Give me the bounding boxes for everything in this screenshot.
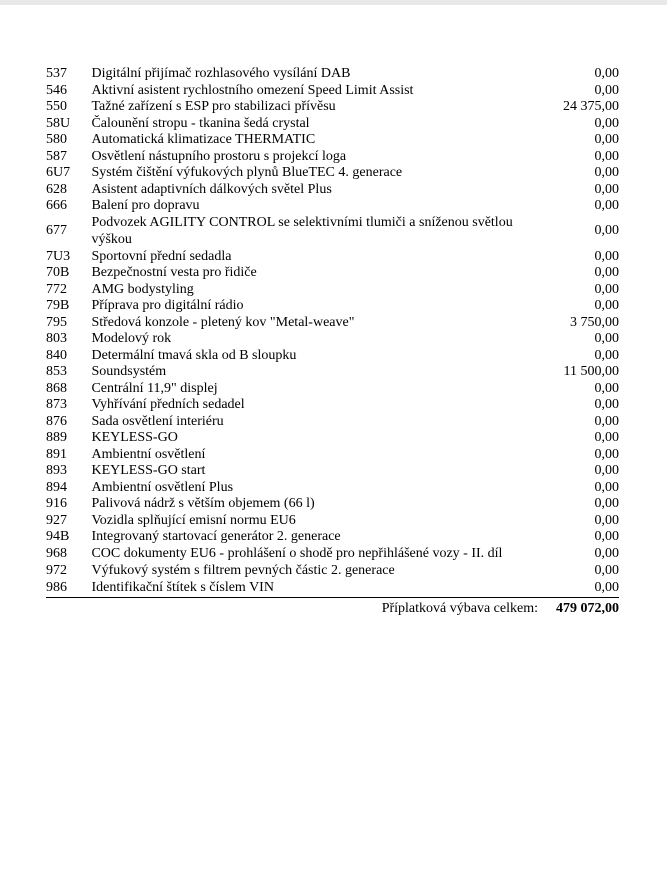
item-price: 3 750,00 bbox=[570, 314, 619, 330]
item-description: Čalounění stropu - tkanina šedá crystal bbox=[91, 115, 310, 131]
item-code: 894 bbox=[46, 479, 67, 495]
item-description: Asistent adaptivních dálkových světel Plus bbox=[91, 181, 332, 197]
item-code: 628 bbox=[46, 181, 67, 197]
table-row bbox=[46, 381, 619, 398]
item-code: 546 bbox=[46, 82, 67, 98]
item-description: Balení pro dopravu bbox=[91, 198, 200, 213]
item-description: Soundsystém bbox=[91, 364, 167, 379]
item-price: 0,00 bbox=[594, 281, 619, 297]
item-description: Digitální přijímač rozhlasového vysílání DAB bbox=[91, 66, 351, 81]
item-description: Integrovaný startovací generátor 2. generace bbox=[91, 529, 341, 544]
item-code: 986 bbox=[46, 579, 67, 595]
item-price: 0,00 bbox=[594, 132, 619, 147]
table-row bbox=[46, 282, 619, 299]
item-code: 873 bbox=[46, 397, 67, 412]
item-description: Determální tmavá skla od B sloupku bbox=[91, 347, 297, 363]
table-row bbox=[46, 563, 619, 580]
table-row bbox=[46, 580, 619, 597]
item-price: 24 375,00 bbox=[563, 99, 619, 114]
item-price: 0,00 bbox=[594, 579, 619, 595]
table-row bbox=[46, 116, 619, 133]
item-description: Příprava pro digitální rádio bbox=[91, 298, 244, 313]
item-price: 0,00 bbox=[594, 165, 619, 180]
table-row bbox=[46, 149, 619, 166]
item-description: Modelový rok bbox=[91, 331, 172, 346]
item-description: Podvozek AGILITY CONTROL se selektivními tlumiči a sníženou světlou výškou bbox=[91, 215, 513, 247]
table-row bbox=[46, 331, 619, 348]
item-description: Sada osvětlení interiéru bbox=[91, 413, 224, 429]
table-row bbox=[46, 66, 619, 83]
item-price: 0,00 bbox=[594, 380, 619, 396]
table-row bbox=[46, 249, 619, 266]
item-description: Centrální 11,9" displej bbox=[91, 380, 218, 396]
item-description: Ambientní osvětlení bbox=[91, 446, 206, 462]
item-code: 876 bbox=[46, 413, 67, 429]
item-price: 0,00 bbox=[594, 512, 619, 528]
item-description: Výfukový systém s filtrem pevných částic 2. generace bbox=[91, 563, 395, 578]
item-price: 0,00 bbox=[594, 563, 619, 578]
item-code: 70B bbox=[46, 265, 70, 280]
table-row bbox=[46, 99, 619, 116]
total-row bbox=[46, 601, 619, 617]
table-row bbox=[46, 414, 619, 431]
item-description: Aktivní asistent rychlostního omezení Speed Limit Assist bbox=[91, 82, 414, 98]
item-price: 11 500,00 bbox=[563, 364, 619, 379]
table-row bbox=[46, 265, 619, 282]
table-row bbox=[46, 165, 619, 182]
item-price: 0,00 bbox=[594, 82, 619, 98]
table-row bbox=[46, 198, 619, 215]
item-price: 0,00 bbox=[594, 529, 619, 544]
item-code: 916 bbox=[46, 496, 67, 511]
item-code: 587 bbox=[46, 148, 67, 164]
item-code: 803 bbox=[46, 331, 67, 346]
item-description: KEYLESS-GO bbox=[91, 430, 178, 445]
item-price: 0,00 bbox=[594, 265, 619, 280]
item-description: Vyhřívání předních sedadel bbox=[91, 397, 245, 412]
viewer-top-bar bbox=[0, 0, 667, 5]
item-description: Automatická klimatizace THERMATIC bbox=[91, 132, 316, 147]
item-code: 6U7 bbox=[46, 165, 71, 180]
item-code: 666 bbox=[46, 198, 67, 213]
item-price: 0,00 bbox=[594, 430, 619, 445]
table-row bbox=[46, 315, 619, 332]
equipment-table bbox=[46, 66, 619, 596]
item-code: 868 bbox=[46, 380, 67, 396]
item-price: 0,00 bbox=[594, 331, 619, 346]
table-row bbox=[46, 513, 619, 530]
item-code: 677 bbox=[46, 223, 67, 239]
item-price: 0,00 bbox=[594, 298, 619, 313]
item-description: COC dokumenty EU6 - prohlášení o shodě pro nepřihlášené vozy - II. díl bbox=[91, 546, 503, 561]
item-price: 0,00 bbox=[594, 496, 619, 511]
item-description: Palivová nádrž s větším objemem (66 l) bbox=[91, 496, 315, 511]
total-label: Příplatková výbava celkem: bbox=[381, 601, 538, 616]
item-code: 891 bbox=[46, 446, 67, 462]
table-row bbox=[46, 83, 619, 100]
item-description: Identifikační štítek s číslem VIN bbox=[91, 579, 274, 595]
item-description: Středová konzole - pletený kov "Metal-weave" bbox=[91, 314, 355, 330]
item-description: Vozidla splňující emisní normu EU6 bbox=[91, 512, 296, 528]
item-code: 795 bbox=[46, 314, 67, 330]
item-description: Ambientní osvětlení Plus bbox=[91, 479, 234, 495]
item-price: 0,00 bbox=[594, 181, 619, 197]
table-row bbox=[46, 215, 619, 249]
table-row bbox=[46, 364, 619, 381]
table-row bbox=[46, 397, 619, 414]
item-price: 0,00 bbox=[594, 115, 619, 131]
item-description: AMG bodystyling bbox=[91, 281, 194, 297]
item-code: 537 bbox=[46, 66, 67, 81]
table-row bbox=[46, 348, 619, 365]
item-code: 550 bbox=[46, 99, 67, 114]
item-description: Sportovní přední sedadla bbox=[91, 248, 232, 264]
item-code: 840 bbox=[46, 347, 67, 363]
item-price: 0,00 bbox=[594, 446, 619, 462]
item-code: 893 bbox=[46, 463, 67, 478]
item-code: 968 bbox=[46, 546, 67, 561]
item-price: 0,00 bbox=[594, 248, 619, 264]
item-price: 0,00 bbox=[594, 397, 619, 412]
table-row bbox=[46, 430, 619, 447]
table-row bbox=[46, 529, 619, 546]
table-row bbox=[46, 298, 619, 315]
item-price: 0,00 bbox=[594, 546, 619, 561]
item-price: 0,00 bbox=[594, 413, 619, 429]
item-code: 972 bbox=[46, 563, 67, 578]
item-code: 772 bbox=[46, 281, 67, 297]
equipment-list bbox=[46, 66, 619, 617]
item-description: Bezpečnostní vesta pro řidiče bbox=[91, 265, 257, 280]
item-description: Tažné zařízení s ESP pro stabilizaci přívěsu bbox=[91, 99, 336, 114]
item-price: 0,00 bbox=[594, 223, 619, 239]
total-value: 479 072,00 bbox=[556, 601, 619, 616]
item-code: 94B bbox=[46, 529, 70, 544]
table-row bbox=[46, 463, 619, 480]
item-code: 7U3 bbox=[46, 248, 71, 264]
item-code: 927 bbox=[46, 512, 67, 528]
item-description: Osvětlení nástupního prostoru s projekcí loga bbox=[91, 148, 347, 164]
item-code: 853 bbox=[46, 364, 67, 379]
item-price: 0,00 bbox=[594, 66, 619, 81]
item-description: KEYLESS-GO start bbox=[91, 463, 206, 478]
table-row bbox=[46, 480, 619, 497]
item-price: 0,00 bbox=[594, 347, 619, 363]
item-description: Systém čištění výfukových plynů BlueTEC 4. generace bbox=[91, 165, 403, 180]
item-price: 0,00 bbox=[594, 148, 619, 164]
item-code: 79B bbox=[46, 298, 70, 313]
table-row bbox=[46, 447, 619, 464]
table-row bbox=[46, 546, 619, 564]
table-row bbox=[46, 496, 619, 513]
item-code: 580 bbox=[46, 132, 67, 147]
item-code: 889 bbox=[46, 430, 67, 445]
table-row bbox=[46, 182, 619, 199]
total-divider bbox=[46, 597, 619, 598]
item-price: 0,00 bbox=[594, 198, 619, 213]
item-price: 0,00 bbox=[594, 479, 619, 495]
item-code: 58U bbox=[46, 115, 71, 131]
item-price: 0,00 bbox=[594, 463, 619, 478]
table-row bbox=[46, 132, 619, 149]
